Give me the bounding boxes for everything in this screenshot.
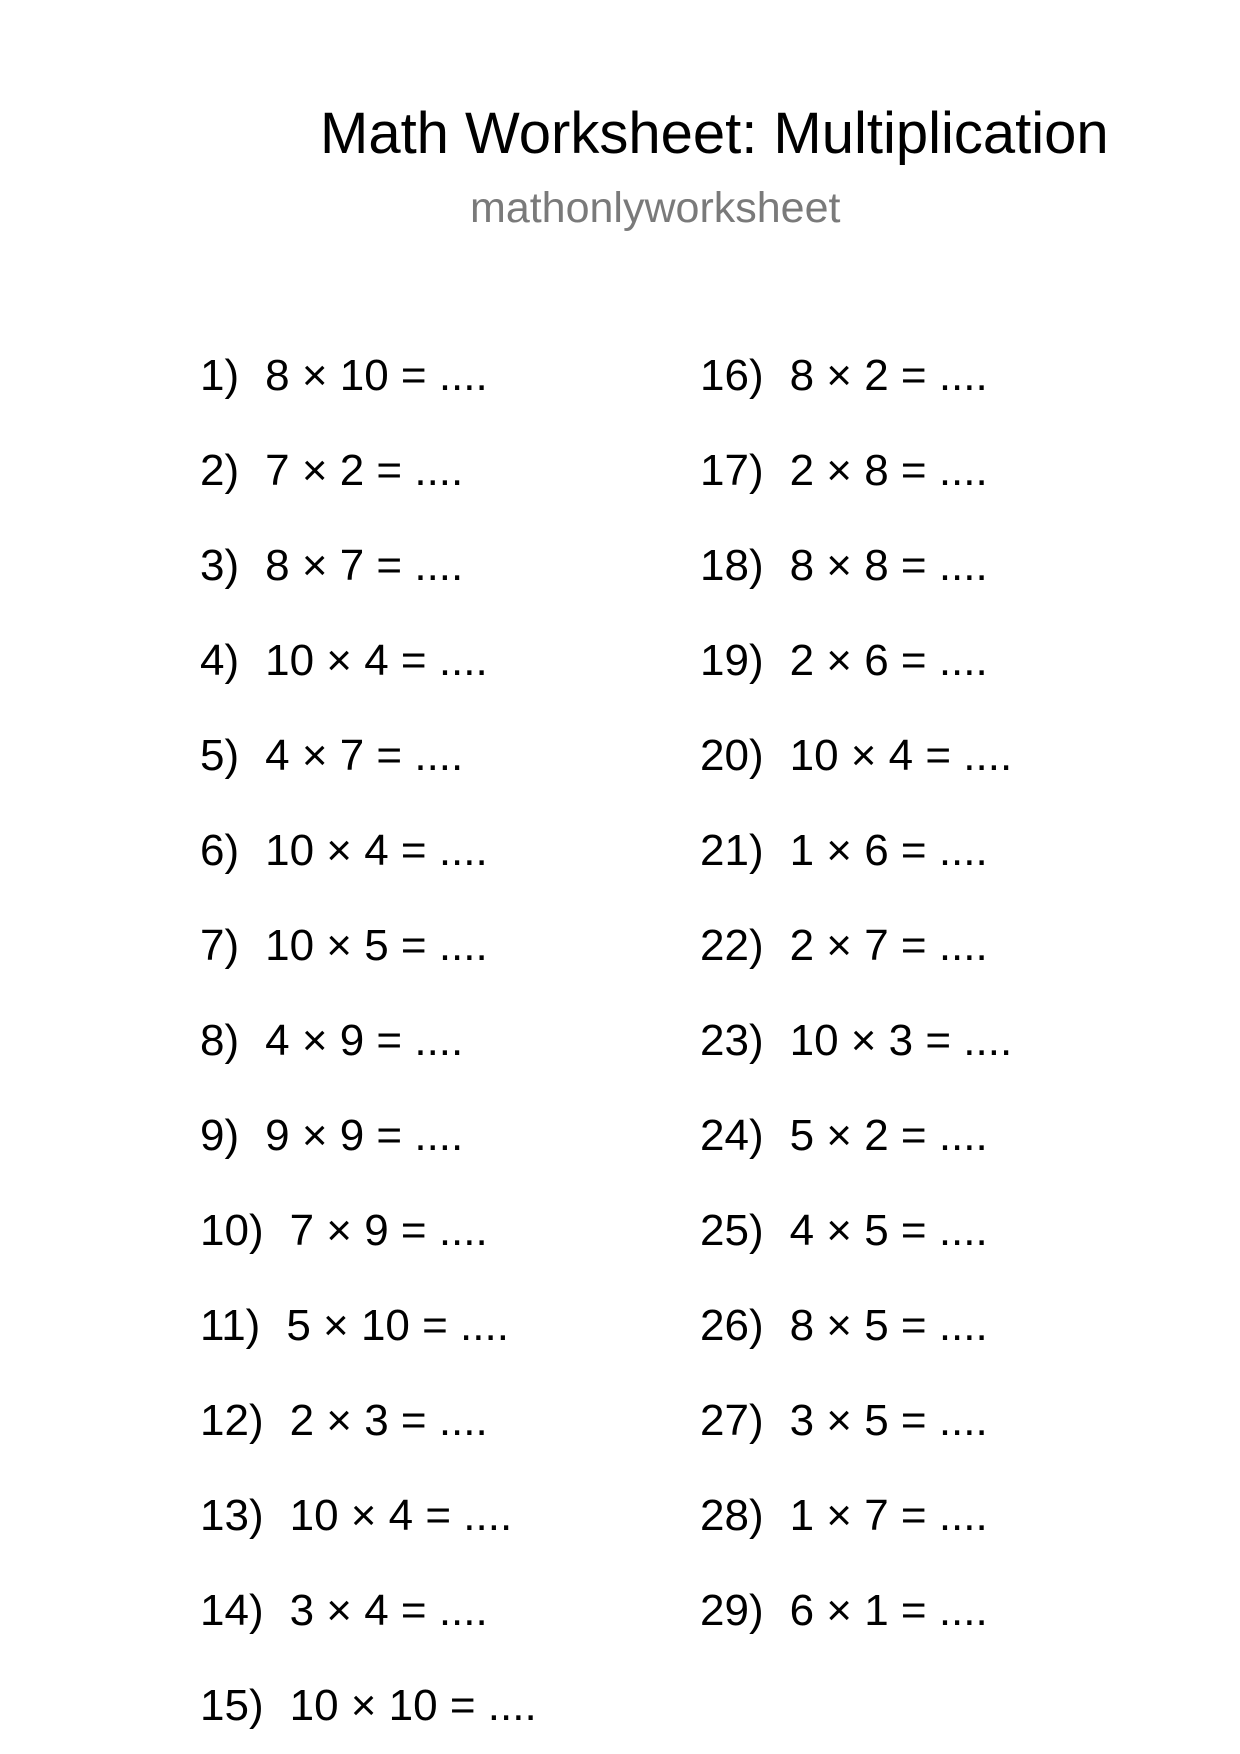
problem-number: 3) (200, 541, 240, 590)
problem-expression: 1 × 7 = .... (789, 1491, 988, 1540)
problem-expression: 10 × 10 = .... (289, 1681, 537, 1730)
problem-item (200, 538, 463, 594)
problem-expression: 10 × 4 = .... (789, 731, 1013, 780)
problem-number: 22) (700, 921, 764, 970)
page-title: Math Worksheet: Multiplication (320, 101, 1109, 166)
problem-number: 16) (700, 351, 764, 400)
problem-expression: 4 × 9 = .... (265, 1016, 464, 1065)
problem-number: 12) (200, 1396, 264, 1445)
problem-number: 23) (700, 1016, 764, 1065)
problem-number: 11) (200, 1301, 261, 1350)
problem-number: 20) (700, 731, 764, 780)
problem-item (700, 728, 1012, 784)
problem-number: 19) (700, 636, 764, 685)
problem-number: 13) (200, 1491, 264, 1540)
page-subtitle: mathonlyworksheet (470, 184, 841, 232)
problem-expression: 8 × 8 = .... (789, 541, 988, 590)
problem-expression: 10 × 4 = .... (289, 1491, 513, 1540)
problem-number: 2) (200, 446, 240, 495)
problem-number: 21) (700, 826, 764, 875)
problem-expression: 2 × 6 = .... (789, 636, 988, 685)
problem-expression: 10 × 5 = .... (265, 921, 488, 970)
problem-number: 9) (200, 1111, 240, 1160)
problem-item (700, 1393, 988, 1449)
problem-number: 24) (700, 1111, 764, 1160)
problem-item (700, 918, 988, 974)
problem-item (200, 1108, 463, 1164)
problem-item (200, 633, 488, 689)
problem-item (700, 1298, 988, 1354)
problem-expression: 8 × 2 = .... (789, 351, 988, 400)
problem-number: 27) (700, 1396, 764, 1445)
problem-item (200, 1678, 537, 1734)
problem-item (200, 1488, 512, 1544)
problem-item (700, 538, 988, 594)
problem-expression: 5 × 10 = .... (286, 1301, 509, 1350)
problem-expression: 3 × 5 = .... (789, 1396, 988, 1445)
problem-item (700, 823, 988, 879)
problem-expression: 8 × 5 = .... (789, 1301, 988, 1350)
problem-number: 7) (200, 921, 240, 970)
problem-item (700, 1203, 988, 1259)
problem-item (200, 348, 488, 404)
problem-item (700, 443, 988, 499)
problem-item (200, 1203, 488, 1259)
problem-item (700, 1583, 988, 1639)
problem-number: 6) (200, 826, 240, 875)
problem-item (200, 1298, 509, 1354)
problem-number: 28) (700, 1491, 764, 1540)
problem-number: 5) (200, 731, 240, 780)
problem-number: 29) (700, 1586, 764, 1635)
problem-expression: 7 × 9 = .... (289, 1206, 488, 1255)
problem-expression: 2 × 7 = .... (789, 921, 988, 970)
problem-number: 25) (700, 1206, 764, 1255)
problem-expression: 8 × 7 = .... (265, 541, 464, 590)
problem-number: 8) (200, 1016, 240, 1065)
problem-expression: 10 × 3 = .... (789, 1016, 1013, 1065)
problem-number: 4) (200, 636, 240, 685)
problem-number: 10) (200, 1206, 264, 1255)
problem-expression: 1 × 6 = .... (789, 826, 988, 875)
problem-expression: 6 × 1 = .... (789, 1586, 988, 1635)
problem-item (200, 1583, 488, 1639)
problem-item (200, 918, 488, 974)
problem-item (200, 1013, 463, 1069)
problem-item (700, 348, 988, 404)
problem-expression: 4 × 5 = .... (789, 1206, 988, 1255)
problem-number: 18) (700, 541, 764, 590)
problem-item (700, 1108, 988, 1164)
problem-item (700, 1013, 1012, 1069)
problem-expression: 8 × 10 = .... (265, 351, 488, 400)
problem-expression: 2 × 8 = .... (789, 446, 988, 495)
problem-number: 14) (200, 1586, 264, 1635)
problem-expression: 10 × 4 = .... (265, 636, 488, 685)
problem-item (200, 823, 488, 879)
problem-number: 26) (700, 1301, 764, 1350)
problem-item (700, 633, 988, 689)
problem-expression: 10 × 4 = .... (265, 826, 488, 875)
problem-number: 15) (200, 1681, 264, 1730)
problem-item (700, 1488, 988, 1544)
problem-expression: 7 × 2 = .... (265, 446, 464, 495)
problem-expression: 3 × 4 = .... (289, 1586, 488, 1635)
problem-number: 17) (700, 446, 764, 495)
problem-expression: 5 × 2 = .... (789, 1111, 988, 1160)
problem-item (200, 1393, 488, 1449)
problem-item (200, 443, 463, 499)
problem-item (200, 728, 463, 784)
problem-expression: 9 × 9 = .... (265, 1111, 464, 1160)
problem-number: 1) (200, 351, 240, 400)
problem-expression: 4 × 7 = .... (265, 731, 464, 780)
problem-expression: 2 × 3 = .... (289, 1396, 488, 1445)
